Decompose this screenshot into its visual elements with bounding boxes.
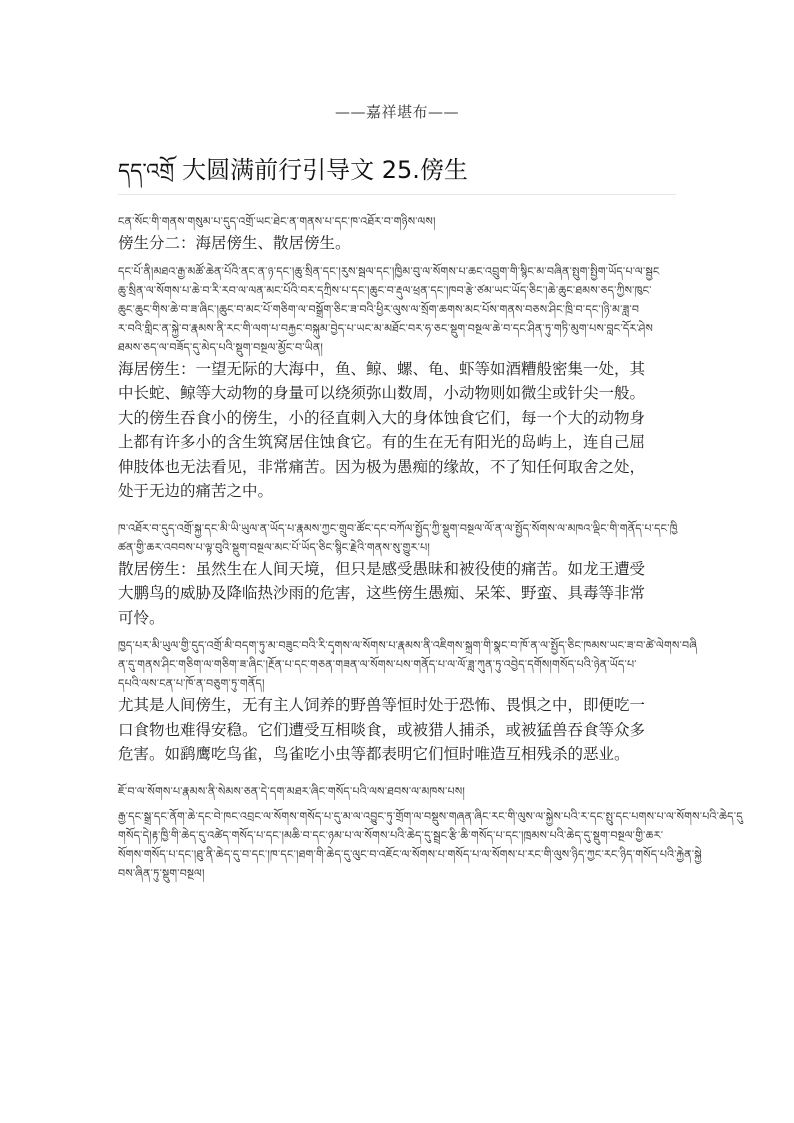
title-tibetan: དད་འགྲོ — [118, 159, 175, 183]
page-title — [118, 148, 678, 207]
tibetan-line: ན་དུ་གནས་ཤིང་གཅིག་ལ་གཅིག་ཟ་ཞིང་།རྔོན་པ་དང་གཅན་གཟན་ལ་སོགས་པས་གནོད་པ་ལ་ལོ་ཟླ་ཀུན་ཏུ་འབྱེད་དགོས།གསོད་པའི་ཉེན་ཡོད་པ་ — [118, 658, 637, 671]
tibetan-line: བས་ཞིན་ཏུ་སྡུག་བསྔལ། — [118, 866, 205, 880]
author-byline: ——嘉祥堪布—— — [334, 103, 459, 121]
tibetan-line: དང་པོ་ནི།མཐའ་རྒྱ་མཚོ་ཆེན་པོའི་ནང་ན་ཉ་དང་།ཆུ་སྲིན་དང་།རུས་སྦལ་དང་།ཁྱིམ་བུ་ལ་སོགས་པ་ཆང་འབྲུག་གི་སྙིང་མ་བཞིན་སྤུག་སྤྱིག་ཡོད་པ་ལ་སྦྱང — [118, 264, 660, 278]
section-domestic-animals — [118, 782, 743, 883]
tibetan-line: དཔའི་ལས་ངན་པ་ཁོ་ན་བཅུག་ཏུ་གནོད། — [118, 677, 265, 690]
chinese-line: 大的傍生吞食小的傍生，小的径直刺入大的身体蚀食它们，每一个大的动物身 — [118, 408, 646, 427]
title-chinese: 大圆满前行引导文 25.傍生 — [182, 156, 468, 184]
tibetan-line: ཆུང་ཆུང་གིས་ཆེ་བ་ཟ་ཞིང་།ཆུང་བ་མང་པོ་གཅིག་ལ་བསྒྲོག་ཅིང་ཟ་བའི་ཕྱིར་ལུས་ལ་སྲོག་ཆགས་མང་པོས་གནས་བཅས་ཤིང་ཁྲི་བ་དང་།ཉི་མ་ཟླ་བ — [118, 302, 640, 316]
tibetan-line: གསོད་དེ།རྟ་ཁྱི་གི་ཆེད་དུ་འཚེད་གསོད་པ་དང་།མཆི་བ་དང་ཉམ་པ་ལ་སོགས་པའི་ཆེད་དུ་སྦྲང་རྩི་ཆི་གསོད་པ་དང་།ཁྲམས་པའི་ཆེད་དུ་སྡུག་བསྔལ་གྱི་ཆར་ — [118, 828, 664, 842]
chinese-line: 大鹏鸟的威胁及降临热沙雨的危害，这些傍生愚痴、呆笨、野蛮、具毒等非常 — [118, 584, 646, 602]
chinese-line: 可怜。 — [118, 608, 165, 627]
tibetan-line: སོགས་གསོད་པ་དང་།ཐུ་ནི་ཆེད་དུ་བ་དང་།ཁ་དང་།ཐག་གི་ཆེད་དུ་ལུང་བ་འཇོང་ལ་སོགས་པ་གསོད་པ་ལ་སོགས་པ་རང་གི་ལུས་ཉིད་ཀྱང་རང་ཉིད་གསོད་པའི་རྐྱེན་སྐྱེ — [118, 847, 702, 861]
tibetan-line: ཇོ་བ་ལ་སོགས་པ་རྣམས་ནི་སེམས་ཅན་དེ་དག་མཐར་ཞིང་གསོད་པའི་ལས་ཐབས་ལ་མཁས་པས། — [118, 784, 466, 798]
chinese-line: 上都有许多小的含生筑窝居住蚀食它。有的生在无有阳光的岛屿上，连自己屈 — [118, 433, 646, 451]
section-intro — [118, 212, 678, 256]
chinese-line: 散居傍生：虽然生在人间天境，但只是感受愚昧和被役使的痛苦。如龙王遭受 — [118, 559, 646, 578]
tibetan-line: ཐམས་ཅད་ལ་བཟོད་དུ་མེད་པའི་སྡུག་བསྔལ་མྱོང་བ་ཡིན། — [118, 340, 324, 354]
chinese-line: 傍生分二：海居傍生、散居傍生。 — [118, 234, 351, 252]
tibetan-line: རྒྱ་དང་སྒྲ་དང་ནོག་ཆེ་དང་བེ་ཁང་འབྲང་ལ་སོགས་གསོད་པ་དུ་མ་ལ་འབྱུང་ཏུ་གྲོག་ལ་བསྡུས་གཞན་ཞིང་རང་གི་ལུས་ལ་སྐྱེས་པའི་ར་དང་སྤུ་དང་པགས་པ་ལ་སོགས་པའི་ཆེད་དུ — [118, 809, 743, 823]
chinese-line: 处于无边的痛苦之中。 — [118, 482, 274, 500]
section-human-realm-animals — [118, 636, 698, 767]
tibetan-line: ཁྱད་པར་མི་ཡུལ་གྱི་དུད་འགྲོ་མི་བདག་ཏུ་མ་བཟུང་བའི་རི་དྭགས་ལ་སོགས་པ་རྣམས་ནི་འཇིགས་སྐྲག་གི་སྣང་བ་ཁོ་ན་ལ་སྤྱོད་ཅིང་ཁམས་ཡང་ཟ་བ་ཚེ་ལེགས་བཞི — [118, 639, 698, 652]
chinese-line: 海居傍生：一望无际的大海中，鱼、鲸、螺、龟、虾等如酒糟般密集一处，其 — [118, 359, 646, 378]
tibetan-line: ཁ་འཐོར་བ་དུད་འགྲོ་སྐྱ་དང་མི་ཡི་ཡུལ་ན་ཡོད་པ་རྣམས་ཀྱང་གྲུབ་ཚོང་དང་བཀོལ་སྤྱོད་ཀྱི་སྡུག་བསྔལ་ལོ་ན་ལ་སྤྱོད་སོགས་ལ་མཁའ་ལྡིང་གི་གནོད་པ་དང་ཁྱི — [118, 521, 678, 535]
tibetan-line: ངན་སོང་གི་གནས་གསུམ་པ་དུད་འགྲོ་ཡང་ཐེང་ན་གནས་པ་དང་ཁ་འཐོར་བ་གཉིས་ལས། — [118, 215, 436, 228]
tibetan-line: ཚན་གྱི་ཆར་འབབས་པ་ལྟ་བུའི་སྡུག་བསྔལ་མང་པོ་ཡོད་ཅིང་སྙིང་རྗེའི་གནས་སུ་གྱུར་པ། — [118, 540, 431, 554]
section-scattered-animals — [118, 519, 678, 631]
document-body — [118, 212, 743, 883]
tibetan-line: ཆུ་སྲིན་ལ་སོགས་པ་ཆེ་བ་རི་རབ་ལ་ལན་མང་པོའི་བར་དཀྲིས་པ་དང་།ཆུང་བ་རྡུལ་ཕྲན་དང་།ཁབ་རྩེ་ཙམ་ཡང་ཡོད་ཅིང་།ཆེ་ཆུང་ཐམས་ཅད་ཀྱིས་ཁུང་ — [118, 283, 652, 297]
title-divider — [118, 194, 676, 195]
chinese-line: 危害。如鹞鹰吃鸟雀，鸟雀吃小虫等都表明它们恒时唯造互相残杀的恶业。 — [118, 745, 630, 763]
tibetan-line: ར་བའི་གླིང་ན་སྐྱེ་བ་རྣམས་ནི་རང་གི་ལག་པ་བརྐྱང་བསྐུམ་བྱེད་པ་ཡང་མ་མཐོང་བར་ཧ་ཅང་སྡུག་བསྔལ་ཆེ་བ་དང་ཤིན་ཏུ་གཏི་མུག་པས་བླང་དོར་ཤེས — [118, 321, 653, 335]
chinese-line: 口食物也难得安稳。它们遭受互相啖食，或被猎人捕杀，或被猛兽吞食等众多 — [118, 720, 646, 739]
section-sea-animals — [118, 262, 678, 504]
chinese-line: 伸肢体也无法看见，非常痛苦。因为极为愚痴的缘故，不了知任何取舍之处， — [118, 457, 646, 476]
chinese-line: 尤其是人间傍生，无有主人饲养的野兽等恒时处于恐怖、畏惧之中，即便吃一 — [118, 696, 646, 714]
chinese-line: 中长蛇、鲸等大动物的身量可以绕须弥山数周，小动物则如微尘或针尖一般。 — [118, 384, 646, 402]
